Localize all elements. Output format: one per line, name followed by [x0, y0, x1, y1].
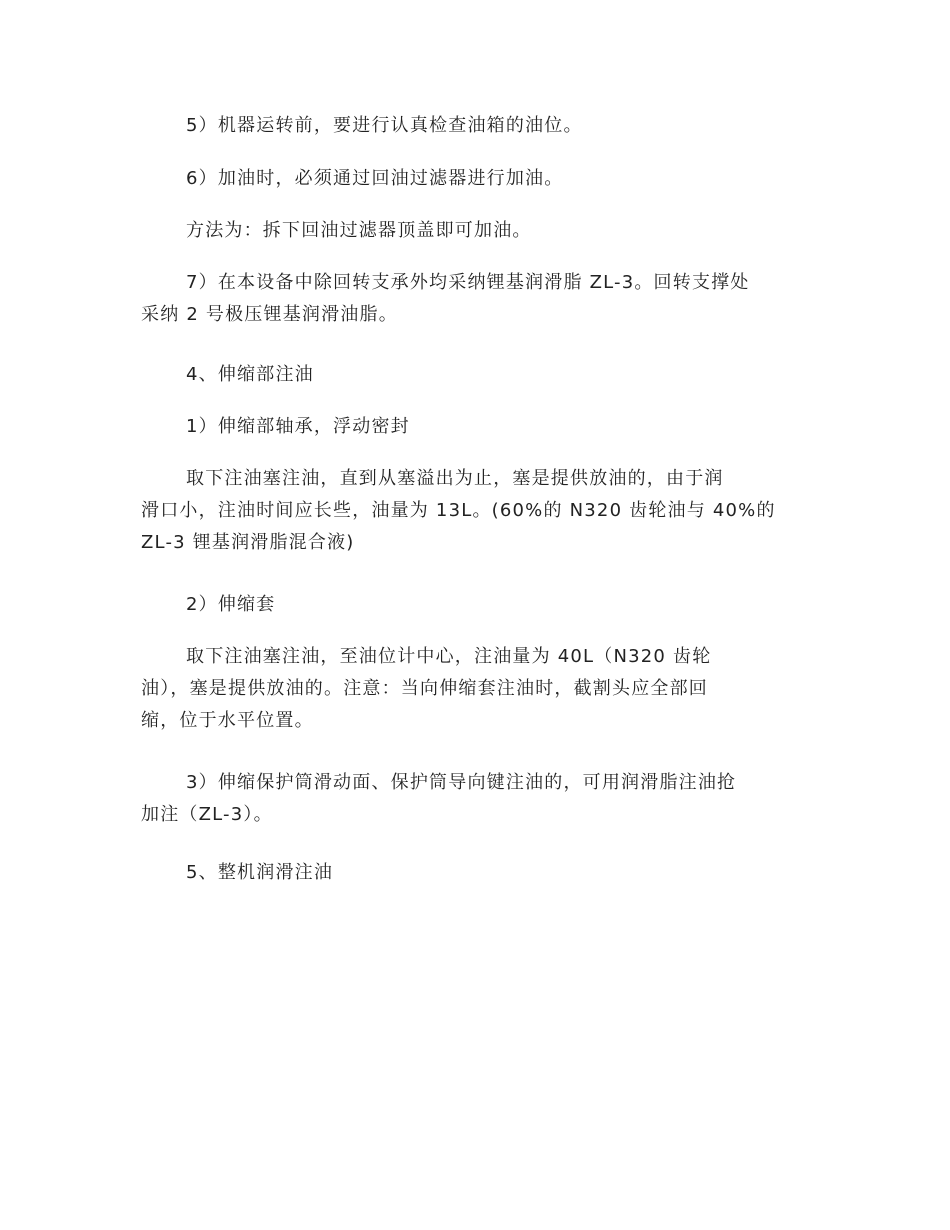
section-heading-machine-lubrication: [141, 857, 811, 889]
paragraph-item-6-refuel-via-filter: [141, 163, 811, 195]
text-line: 加注（ZL-3）。: [141, 804, 273, 825]
text-line: 3）伸缩保护筒滑动面、保护筒导向键注油的，可用润滑脂注油抢: [186, 772, 737, 793]
text-line: 滑口小，注油时间应长些，油量为 13L。(60%的 N320 齿轮油与 40%的: [141, 500, 776, 521]
text-line: 取下注油塞注油，至油位计中心，注油量为 40L（N320 齿轮: [186, 646, 712, 667]
text-line: 取下注油塞注油，直到从塞溢出为止，塞是提供放油的，由于润: [186, 468, 724, 489]
text-line: 方法为：拆下回油过滤器顶盖即可加油。: [186, 220, 532, 241]
text-line: 6）加油时，必须通过回油过滤器进行加油。: [186, 168, 564, 189]
paragraph-item-7-grease-spec: [141, 267, 811, 331]
paragraph-item-5-check-oil-level: [141, 110, 811, 142]
paragraph-refuel-method: [141, 215, 811, 247]
text-line: 缩，位于水平位置。: [141, 710, 314, 731]
text-line: 1）伸缩部轴承，浮动密封: [186, 416, 410, 437]
text-line: 油），塞是提供放油的。注意：当向伸缩套注油时，截割头应全部回: [141, 678, 708, 699]
paragraph-item-1-bearing-seal: [141, 411, 811, 443]
text-line: 7）在本设备中除回转支承外均采纳锂基润滑脂 ZL-3。回转支撑处: [186, 272, 750, 293]
paragraph-item-2-telescopic-sleeve: [141, 589, 811, 621]
paragraph-sleeve-oiling-instructions: [141, 641, 811, 737]
text-line: 2）伸缩套: [186, 594, 276, 615]
text-line: 4、伸缩部注油: [186, 364, 314, 385]
paragraph-bearing-oiling-instructions: [141, 463, 811, 559]
text-line: 5）机器运转前，要进行认真检查油箱的油位。: [186, 115, 583, 136]
text-line: 采纳 2 号极压锂基润滑油脂。: [141, 304, 398, 325]
text-line: ZL-3 锂基润滑脂混合液): [141, 532, 355, 553]
paragraph-item-3-protective-tube: [141, 767, 811, 831]
text-line: 5、整机润滑注油: [186, 862, 334, 883]
section-heading-telescopic-oiling: [141, 359, 811, 391]
